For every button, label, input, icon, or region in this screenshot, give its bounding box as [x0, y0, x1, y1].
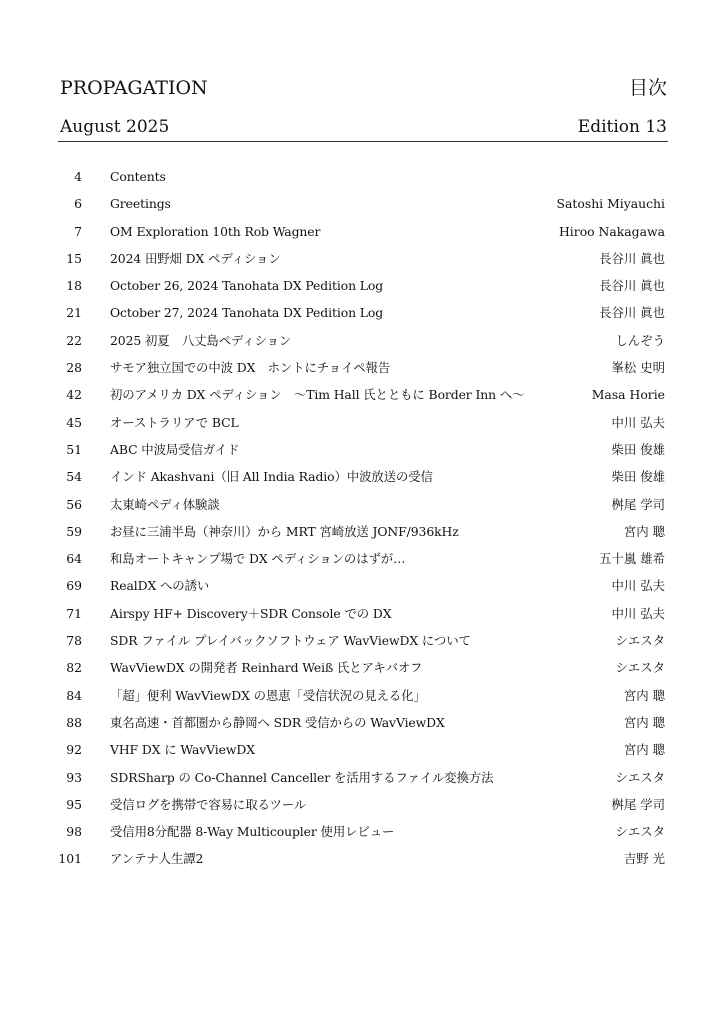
- toc-page-number: 98: [66, 824, 82, 840]
- toc-article-title: 「超」便利 WavViewDX の恩恵「受信状況の見える化」: [110, 687, 426, 703]
- toc-author: しんぞう: [615, 332, 665, 348]
- toc-author: 吉野 光: [623, 851, 665, 867]
- toc-author: シエスタ: [615, 633, 665, 649]
- toc-author: 中川 弘夫: [611, 414, 665, 430]
- toc-article-title: 和島オートキャンプ場で DX ペディションのはずが…: [110, 551, 406, 567]
- toc-page-number: 28: [66, 360, 82, 376]
- toc-author: 宮内 聰: [623, 714, 665, 730]
- toc-page-number: 71: [66, 605, 82, 621]
- toc-entry: [0, 218, 725, 245]
- toc-author: 長谷川 眞也: [599, 278, 665, 294]
- toc-article-title: Greetings: [110, 196, 171, 212]
- toc-author: Satoshi Miyauchi: [556, 196, 665, 212]
- toc-author: 宮内 聰: [623, 742, 665, 758]
- toc-page-number: 93: [66, 769, 82, 785]
- toc-page-number: 22: [66, 332, 82, 348]
- toc-article-title: Contents: [110, 169, 166, 184]
- toc-article-title: アンテナ人生譚2: [110, 851, 204, 867]
- toc-entry: [0, 491, 725, 518]
- toc-entry: [0, 736, 725, 763]
- toc-article-title: インド Akashvani（旧 All India Radio）中波放送の受信: [110, 469, 433, 485]
- toc-article-title: SDRSharp の Co-Channel Canceller を活用するファイル変換方法: [110, 769, 494, 785]
- toc-heading: 目次: [628, 77, 667, 99]
- toc-article-title: お昼に三浦半島（神奈川）から MRT 宮崎放送 JONF/936kHz: [110, 523, 459, 539]
- toc-entry: [0, 545, 725, 572]
- toc-entry: [0, 463, 725, 490]
- toc-page-number: 56: [66, 496, 82, 512]
- toc-entry: [0, 381, 725, 408]
- toc-author: 長谷川 眞也: [599, 305, 665, 321]
- toc-entry: [0, 272, 725, 299]
- toc-entry: [0, 409, 725, 436]
- toc-entry: [0, 627, 725, 654]
- toc-article-title: WavViewDX の開発者 Reinhard Weiß 氏とアキバオフ: [110, 660, 423, 676]
- toc-article-title: OM Exploration 10th Rob Wagner: [110, 223, 321, 239]
- toc-article-title: オーストラリアで BCL: [110, 414, 239, 430]
- toc-author: 宮内 聰: [623, 523, 665, 539]
- toc-entry: [0, 654, 725, 681]
- toc-entry: [0, 572, 725, 599]
- toc-page-number: 59: [66, 523, 82, 539]
- toc-author: 柴田 俊雄: [611, 469, 665, 485]
- toc-article-title: 東名高速・首都圏から静岡へ SDR 受信からの WavViewDX: [110, 714, 445, 730]
- header-bottom-row: [60, 117, 667, 137]
- toc-author: シエスタ: [615, 769, 665, 785]
- toc-article-title: October 26, 2024 Tanohata DX Pedition Log: [110, 278, 384, 294]
- toc-page-number: 6: [74, 196, 82, 212]
- toc-article-title: 太東崎ペディ体験談: [110, 496, 220, 512]
- toc-author: 中川 弘夫: [611, 605, 665, 621]
- toc-article-title: VHF DX に WavViewDX: [110, 742, 255, 758]
- toc-article-title: Airspy HF+ Discovery＋SDR Console での DX: [110, 605, 392, 621]
- header-divider: [58, 141, 668, 142]
- toc-author: 峯松 史明: [611, 360, 665, 376]
- toc-page-number: 78: [66, 633, 82, 649]
- publication-title: PROPAGATION: [60, 77, 208, 99]
- toc-page-number: 54: [66, 469, 82, 485]
- toc-page-number: 51: [66, 441, 82, 457]
- toc-page-number: 64: [66, 551, 82, 567]
- toc-author: 宮内 聰: [623, 687, 665, 703]
- toc-author: シエスタ: [615, 660, 665, 676]
- toc-author: シエスタ: [615, 824, 665, 840]
- toc-article-title: RealDX への誘い: [110, 578, 210, 594]
- toc-article-title: 初のアメリカ DX ペディション ～Tim Hall 氏とともに Border Inn へ～: [110, 387, 525, 403]
- toc-page-number: 4: [74, 169, 82, 184]
- toc-author: 長谷川 眞也: [599, 250, 665, 266]
- toc-page-number: 15: [66, 250, 82, 266]
- toc-article-title: ABC 中波局受信ガイド: [110, 441, 240, 457]
- toc-author: Hiroo Nakagawa: [559, 223, 665, 239]
- toc-page-number: 18: [66, 278, 82, 294]
- toc-article-title: サモア独立国での中波 DX ホントにチョイペ報告: [110, 360, 391, 376]
- toc-page-number: 92: [66, 742, 82, 758]
- toc-author: 桝尾 学司: [611, 496, 665, 512]
- toc-author: 五十嵐 雄希: [599, 551, 665, 567]
- toc-author: 柴田 俊雄: [611, 441, 665, 457]
- toc-entry: [0, 436, 725, 463]
- issue-date: August 2025: [60, 117, 170, 137]
- toc-entry: [0, 764, 725, 791]
- toc-page-number: 21: [66, 305, 82, 321]
- toc-page-number: 82: [66, 660, 82, 676]
- toc-article-title: 受信ログを携帯で容易に取るツール: [110, 796, 307, 812]
- toc-entry: [0, 245, 725, 272]
- toc-page-number: 84: [66, 687, 82, 703]
- toc-entry: [0, 518, 725, 545]
- toc-article-title: 2025 初夏 八丈島ペディション: [110, 332, 292, 348]
- toc-entry: [0, 818, 725, 845]
- toc-article-title: October 27, 2024 Tanohata DX Pedition Log: [110, 305, 384, 321]
- toc-entry: [0, 354, 725, 381]
- toc-entry: [0, 845, 725, 872]
- toc-article-title: 2024 田野畑 DX ペディション: [110, 250, 281, 266]
- toc-entry: [0, 600, 725, 627]
- table-of-contents: [0, 163, 725, 873]
- toc-entry: [0, 791, 725, 818]
- toc-author: 桝尾 学司: [611, 796, 665, 812]
- toc-page-number: 42: [66, 387, 82, 403]
- toc-page-number: 69: [66, 578, 82, 594]
- toc-page-number: 95: [66, 796, 82, 812]
- toc-article-title: SDR ファイル プレイバックソフトウェア WavViewDX について: [110, 633, 471, 649]
- toc-entry: [0, 709, 725, 736]
- header-top-row: [60, 73, 667, 100]
- toc-entry: [0, 327, 725, 354]
- toc-page-number: 7: [74, 223, 82, 239]
- toc-author: 中川 弘夫: [611, 578, 665, 594]
- toc-entry: [0, 163, 725, 190]
- toc-page-number: 101: [58, 851, 82, 867]
- toc-page-number: 45: [66, 414, 82, 430]
- toc-page-number: 88: [66, 714, 82, 730]
- toc-entry: [0, 299, 725, 326]
- toc-author: Masa Horie: [591, 387, 665, 403]
- edition-label: Edition 13: [577, 117, 667, 137]
- toc-article-title: 受信用8分配器 8-Way Multicoupler 使用レビュー: [110, 824, 395, 840]
- toc-entry: [0, 190, 725, 217]
- toc-entry: [0, 682, 725, 709]
